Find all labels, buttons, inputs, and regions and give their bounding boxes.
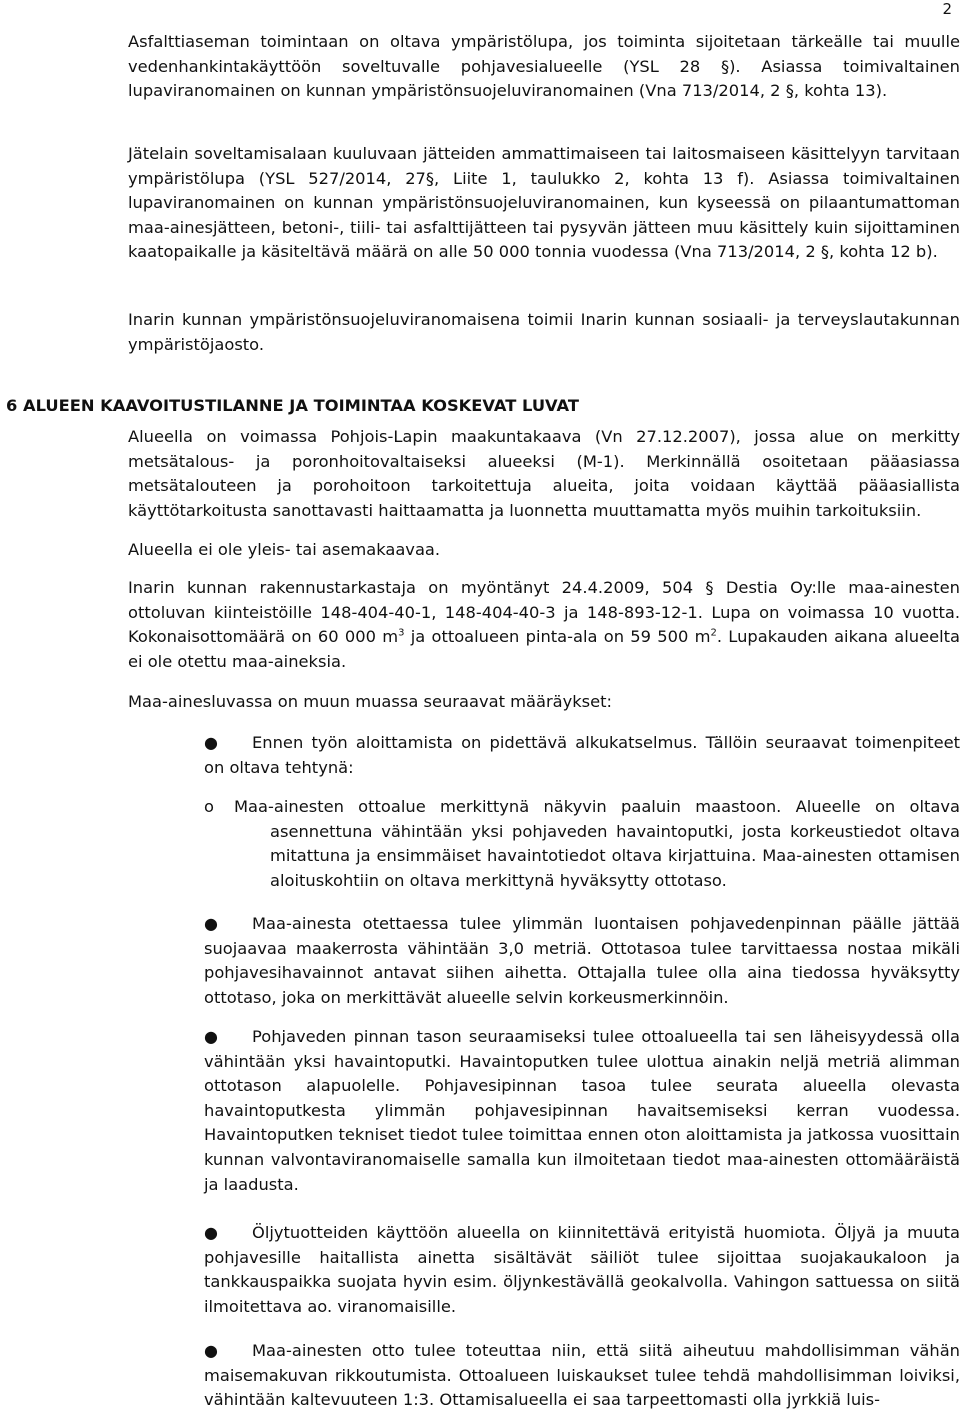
bullet-observation-pipe: Pohjaveden pinnan tason seuraamiseksi tulee ottoalueella tai sen läheisyydessä olla vähintään yksi havaintoputki. Havaintoputken tulee ulottua ainakin neljä metriä alimman ottotason alapuolelle. Pohjavesipinnan tasoa tulee seurata alueella olevasta havaintoputkesta ylimmän pohjavesipinnan havaitsemiseksi kerran vuodessa. Havaintoputken tekniset tiedot tulee toimittaa ennen oton aloittamista ja jatkossa vuosittain kunnan valvontaviranomaiselle samalla kun ilmoitetaan tiedot maa-ainesten ottomääräistä ja laadusta.	[204, 1027, 960, 1194]
paragraph-regional-plan: Alueella on voimassa Pohjois-Lapin maakuntakaava (Vn 27.12.2007), jossa alue on merkitty metsätalous- ja poronhoitovaltaiseksi alueeksi (M-1). Merkinnällä osoitetaan pääasiassa metsätalouteen ja porohoitoon tarkoitettuja alueita, joita voidaan käyttää pääasiallista käyttötarkoitusta sanottavasti haittaamatta ja luonnetta muuttamatta myös muihin tarkoituksiin.	[128, 427, 960, 520]
sub-bullet-marking: Maa-ainesten ottoalue merkittynä näkyvin paaluin maastoon. Alueelle on oltava asennettuna vähintään yksi pohjaveden havaintoputki, josta korkeustiedot oltava mitattuna ja ensimmäiset havaintotiedot oltava kirjattuina. Maa-ainesten ottamisen aloituskohtiin on oltava merkittynä hyväksytty ottotaso.	[234, 797, 960, 890]
section-heading: 6 ALUEEN KAAVOITUSTILANNE JA TOIMINTAA KOSKEVAT LUVAT	[6, 396, 579, 415]
superscript-3: 3	[398, 627, 405, 639]
paragraph-asphalt-permit: Asfalttiaseman toimintaan on oltava ympäristölupa, jos toiminta sijoitetaan tärkeälle tai muulle vedenhankintakäyttöön soveltuvalle pohjavesialueelle (YSL 28 §). Asiassa toimivaltainen lupaviranomainen on kunnan ympäristönsuojeluviranomainen (Vna 713/2014, 2 §, kohta 13).	[128, 32, 960, 101]
bullet-oil-products: Öljytuotteiden käyttöön alueella on kiinnitettävä erityistä huomiota. Öljyä ja muuta pohjavesille haitallista ainetta sisältävät säiliöt tulee sijoittaa suojakaukaloon ja tankkauspaikka suojata hyvin esim. öljynkestävällä geokalvolla. Vahingon sattuessa on siitä ilmoitettava ao. viranomaisille.	[204, 1223, 960, 1316]
sub-bullet-marker: o	[204, 797, 214, 816]
bullet-icon: ●	[204, 1027, 218, 1046]
bullet-icon: ●	[204, 733, 218, 752]
bullet-initial-inspection: Ennen työn aloittamista on pidettävä alkukatselmus. Tällöin seuraavat toimenpiteet on oltava tehtynä:	[204, 733, 960, 777]
permit-text-c: . Lupakauden aikana alueelta ei ole otettu maa-aineksia.	[128, 627, 960, 671]
paragraph-extraction-permit	[128, 576, 960, 674]
paragraph-authority: Inarin kunnan ympäristönsuojeluviranomaisena toimii Inarin kunnan sosiaali- ja terveyslautakunnan ympäristöjaosto.	[128, 310, 960, 354]
bullet-landscape: Maa-ainesten otto tulee toteuttaa niin, että siitä aiheutuu mahdollisimman vähän maisemakuvan rikkoutumista. Ottoalueen luiskaukset tulee tehdä mahdollisimman loiviksi, vähintään kaltevuuteen 1:3. Ottamisalueella ei saa tarpeettomasti olla jyrkkiä luis-	[204, 1341, 960, 1410]
bullet-groundwater-layer: Maa-ainesta otettaessa tulee ylimmän luontaisen pohjavedenpinnan päälle jättää suojaavaa maakerrosta vähintään 3,0 metriä. Ottotasoa tulee tarvittaessa nostaa mikäli pohjavesihavainnot antavat siihen aihetta. Ottajalla tulee olla aina tiedossa hyväksytty ottotaso, joka on merkittävät alueelle selvin korkeusmerkinnöin.	[204, 914, 960, 1007]
paragraph-no-plan: Alueella ei ole yleis- tai asemakaavaa.	[128, 540, 441, 559]
permit-text-a: Inarin kunnan rakennustarkastaja on myöntänyt 24.4.2009, 504 § Destia Oy:lle maa-ainesten ottoluvan kiinteistöille 148-404-40-1, 148-404-40-3 ja 148-893-12-1. Lupa on voimassa 10 vuotta. Kokonaisottomäärä on 60 000 m	[128, 578, 960, 647]
bullet-icon: ●	[204, 914, 218, 933]
paragraph-waste-act: Jätelain soveltamisalaan kuuluvaan jätteiden ammattimaiseen tai laitosmaiseen käsittelyyn tarvitaan ympäristölupa (YSL 527/2014, 27§, Liite 1, taulukko 2, kohta 13 f). Asiassa toimivaltainen lupaviranomainen on kunnan ympäristönsuojeluviranomainen, kun kyseessä on pilaantumattoman maa-ainesjätteen, betoni-, tiili- tai asfalttijätteen tai pysyvän jätteen muu käsittely kuin sijoittaminen kaatopaikalle ja käsiteltävä määrä on alle 50 000 tonnia vuodessa (Vna 713/2014, 2 §, kohta 12 b).	[128, 144, 960, 262]
permit-text-b: ja ottoalueen pinta-ala on 59 500 m	[404, 627, 711, 647]
page-number: 2	[942, 0, 952, 18]
paragraph-regulations-intro: Maa-ainesluvassa on muun muassa seuraavat määräykset:	[128, 692, 613, 711]
bullet-icon: ●	[204, 1223, 218, 1242]
bullet-icon: ●	[204, 1341, 218, 1360]
superscript-2: 2	[710, 627, 717, 639]
